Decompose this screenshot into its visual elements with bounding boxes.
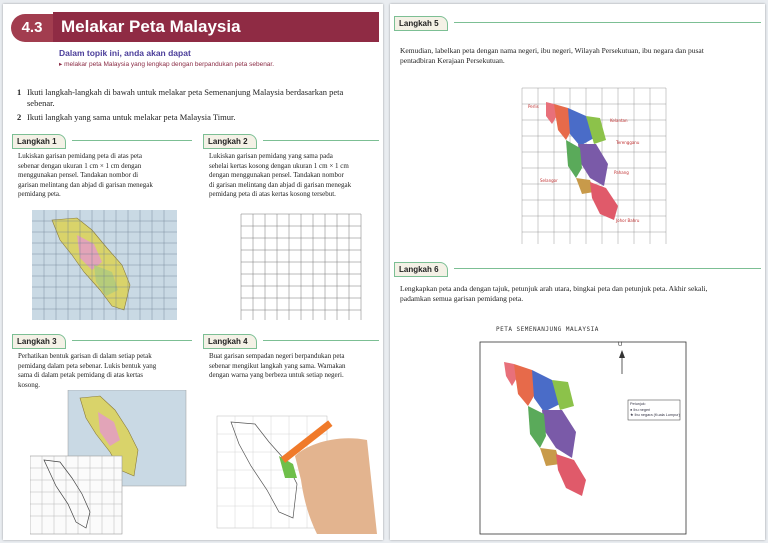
svg-text:Pahang: Pahang: [614, 170, 629, 175]
step-5-label: Langkah 5: [394, 16, 448, 31]
step-6-text: Lengkapkan peta anda dengan tajuk, petunjuk arah utara, bingkai peta dan petunjuk peta. Akhir sekali, padamkan semua garisan pemidang peta.: [400, 284, 708, 303]
step-4: [203, 334, 379, 538]
blank-grid-paper-image: [231, 208, 371, 322]
section-title: Melakar Peta Malaysia: [53, 12, 379, 42]
svg-text:Kelantan: Kelantan: [610, 118, 628, 123]
svg-text:Terengganu: Terengganu: [616, 140, 640, 145]
objective-text: melakar peta Malaysia yang lengkap dengan berpandukan peta sebenar.: [64, 61, 275, 68]
map-tracing-image: [30, 390, 188, 536]
final-map-title: PETA SEMENANJUNG MALAYSIA: [496, 326, 599, 333]
step-3-label: Langkah 3: [12, 334, 66, 349]
coloring-map-hand-image: [207, 394, 379, 536]
instruction-2: 2 Ikuti langkah yang sama untuk melakar peta Malaysia Timur.: [17, 112, 236, 122]
step-4-text: Buat garisan sempadan negeri berpandukan peta sebenar mengikut langkah yang sama. Warnakan dengan warna yang berbeza untuk setiap negeri.: [209, 352, 346, 379]
step-5-text: Kemudian, labelkan peta dengan nama negeri, ibu negeri, Wilayah Persekutuan, ibu negara dan pusat pentadbiran Kerajaan Persekutuan.: [400, 46, 704, 65]
step-5: [394, 16, 761, 248]
instruction-1-cont: sebenar.: [27, 98, 55, 108]
real-map-with-grid-image: [32, 210, 177, 320]
step-3: [12, 334, 192, 538]
north-arrow-label: U: [618, 342, 623, 348]
svg-text:Perlis: Perlis: [528, 104, 539, 109]
step-6-label: Langkah 6: [394, 262, 448, 277]
step-3-text: Perhatikan bentuk garisan di dalam setiap petak pemidang dalam peta sebenar. Lukis bentuk yang sama di dalam petak pemidang di atas kertas kosong.: [18, 352, 157, 389]
step-2-label: Langkah 2: [203, 134, 257, 149]
step-6: [394, 262, 761, 538]
step-1-label: Langkah 1: [12, 134, 66, 149]
step-4-label: Langkah 4: [203, 334, 257, 349]
svg-text:Johor Bahru: Johor Bahru: [616, 218, 640, 223]
step-1: [12, 134, 192, 324]
labelled-grid-map-image: [520, 82, 670, 246]
instruction-1: 1 Ikuti langkah-langkah di bawah untuk melakar peta Semenanjung Malaysia berdasarkan peta: [17, 87, 344, 97]
svg-text:Selangor: Selangor: [540, 178, 558, 183]
section-number-badge: 4.3: [11, 14, 53, 42]
left-page: [3, 4, 383, 540]
step-1-text: Lukiskan garisan pemidang peta di atas peta sebenar dengan ukuran 1 cm × 1 cm dengan menggunakan pensel. Tandakan nombor di garisan melintang dan abjad di garisan menegak pemidang peta.: [18, 152, 153, 198]
final-map-image: [478, 340, 690, 536]
right-page: [390, 4, 765, 540]
step-2-text: Lukiskan garisan pemidang yang sama pada sehelai kertas kosong dengan ukuran 1 cm × 1 cm dengan menggunakan pensel. Tandakan nombor di garisan melintang dan abjad di garisan menegak pemidang peta di atas kertas kosong tersebut.: [209, 152, 352, 198]
step-2: [203, 134, 379, 324]
objective-item: ▸ melakar peta Malaysia yang lengkap dengan berpandukan peta sebenar.: [59, 61, 275, 68]
map-legend: Petunjuk: ● Ibu negeri ★ Ibu negara (Kuala Lumpur): [630, 402, 680, 417]
objective-heading: Dalam topik ini, anda akan dapat: [59, 48, 191, 58]
